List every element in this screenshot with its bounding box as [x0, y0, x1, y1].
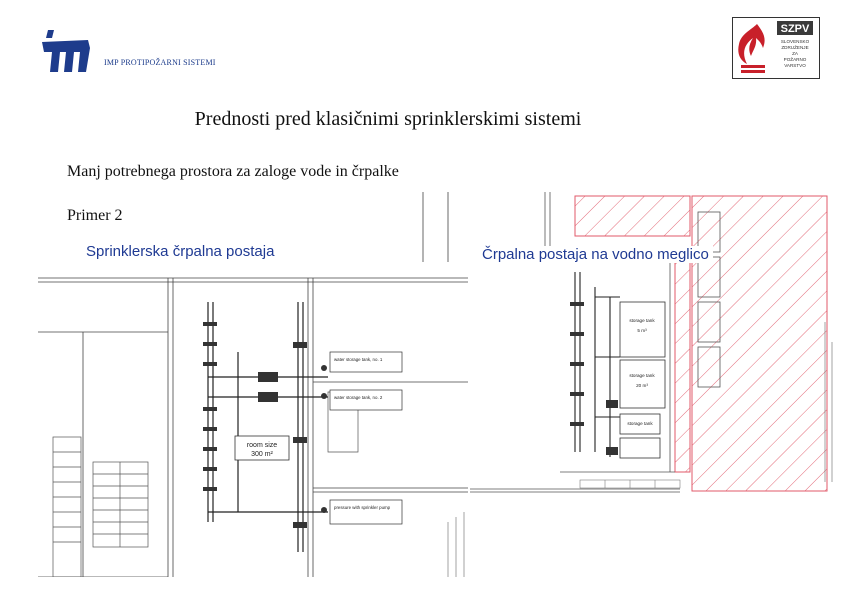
- imp-logo: [40, 28, 92, 74]
- szpv-line: ZDRUŽENJE: [781, 45, 809, 50]
- szpv-line: VARSTVO: [784, 63, 806, 68]
- room-size-label: room size: [246, 442, 278, 449]
- sprinkler-station-label: Sprinklerska črpalna postaja: [82, 243, 278, 260]
- szpv-acronym: SZPV: [780, 23, 810, 35]
- tank-label: storage tank: [629, 318, 655, 323]
- tank-label: storage tank: [627, 421, 653, 426]
- water-mist-station-label: Črpalna postaja na vodno meglico: [478, 246, 713, 263]
- tank-size: 20 m³: [636, 383, 648, 388]
- page-title: Prednosti pred klasičnimi sprinklerskimi sistemi: [194, 108, 582, 130]
- szpv-line: ZA: [792, 51, 798, 56]
- flame-icon: [738, 24, 765, 73]
- tank-note: pressure with sprinkler pump: [334, 505, 391, 510]
- tank-label: storage tank: [629, 373, 655, 378]
- szpv-line: SLOVENSKO: [780, 39, 810, 44]
- tank-note: water storage tank, no. 1: [334, 357, 383, 362]
- tank-note: water storage tank, no. 2: [334, 395, 383, 400]
- szpv-line: POŽARNO: [783, 57, 807, 62]
- example-heading: Primer 2: [67, 207, 123, 224]
- szpv-logo: [732, 17, 820, 79]
- room-size-value: 300 m²: [251, 451, 273, 458]
- slide-subtitle: Manj potrebnega prostora za zaloge vode in črpalke: [67, 163, 399, 180]
- water-mist-pump-station-drawing: [470, 192, 840, 497]
- company-name: IMP PROTIPOŽARNI SISTEMI: [104, 58, 216, 67]
- tank-size: 5 m³: [637, 328, 647, 333]
